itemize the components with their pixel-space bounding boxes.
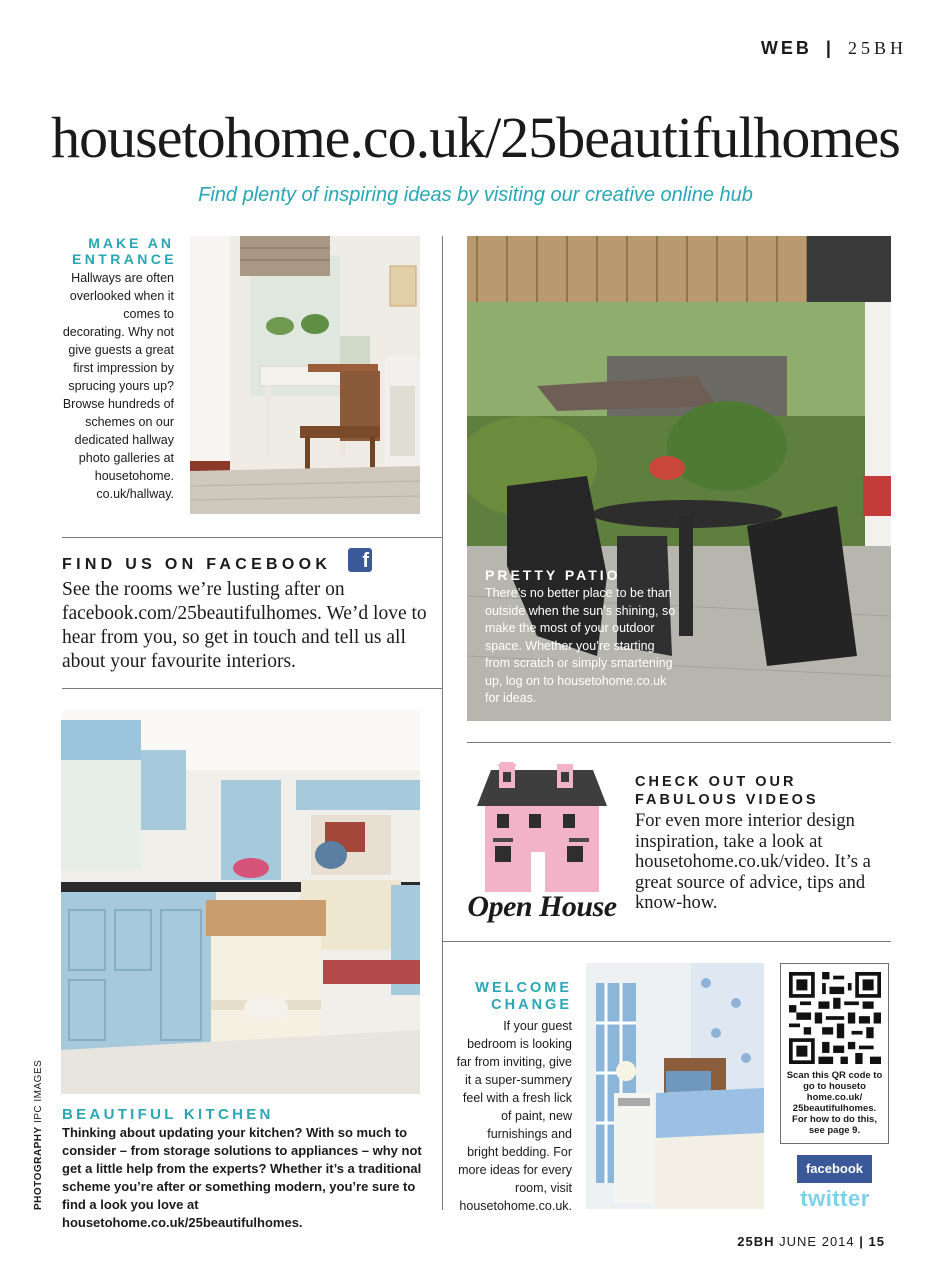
kitchen-body: Thinking about updating your kitchen? With so much to consider – from storage solutions to appliances – why not get a little help from the experts? Whether it’s a traditional scheme you’re after or something modern, you’re sure to find a look you love at housetohome.co.uk/25beautifulhomes. <box>62 1125 422 1230</box>
photo-credit-source: IPC IMAGES <box>33 1059 44 1124</box>
photo-credit <box>33 1060 44 1210</box>
videos-heading-line1: CHECK OUT OUR <box>635 774 797 790</box>
photo-credit-label: PHOTOGRAPHY <box>33 1126 44 1210</box>
patio-body: There’s no better place to be than outside when the sun’s shining, so make the most of your outdoor space. Whether you’re starting from scratch or simply smartening up, log on to housetohome.co.uk for ideas. <box>485 586 676 705</box>
open-house-logo[interactable] <box>467 762 617 934</box>
entrance-body: Hallways are often overlooked when it comes to decorating. Why not give guests a great first impression by sprucing yours up? Browse hundreds of schemes on our dedicated hallway photo galleries at housetohome. co.uk/hallway. <box>62 271 174 501</box>
videos-body: For even more interior design inspiration, take a look at housetohome.co.uk/video. It’s a great source of advice, tips and know-how. <box>635 811 871 913</box>
patio-heading: PRETTY PATIO <box>485 567 621 583</box>
entrance-heading-line1: MAKE AN <box>88 235 174 251</box>
footer-date: JUNE 2014 <box>779 1234 855 1249</box>
qr-code <box>789 972 881 1064</box>
kitchen-photo <box>61 710 420 1094</box>
qr-caption: Scan this QR code to go to houseto home.co.uk/ 25beautifulhomes. For how to do this, see page 9. <box>786 1070 883 1136</box>
facebook-heading: FIND US ON FACEBOOK <box>62 556 332 573</box>
divider-videos-top <box>467 742 891 743</box>
page-number: 15 <box>868 1234 885 1249</box>
welcome-text-block <box>455 980 572 1215</box>
qr-code-box[interactable] <box>780 963 889 1144</box>
header-separator: | <box>825 38 834 58</box>
facebook-badge[interactable] <box>797 1155 872 1183</box>
divider-videos-bottom <box>443 941 891 942</box>
hallway-photo <box>190 236 420 514</box>
page-title: housetohome.co.uk/25beautifulhomes <box>51 105 900 170</box>
section-label: WEB <box>760 38 812 58</box>
facebook-icon[interactable] <box>348 548 372 572</box>
welcome-heading-line2: CHANGE <box>491 997 572 1013</box>
twitter-badge-label: twitter <box>800 1186 870 1211</box>
page-footer <box>737 1234 885 1249</box>
header-brand: 25BH <box>847 38 907 58</box>
divider-center-vertical <box>442 236 443 1210</box>
twitter-badge[interactable] <box>790 1186 880 1212</box>
facebook-body: See the rooms we’re lusting after on facebook.com/25beautifulhomes. We’d love to hear from you, so get in touch and tell us all about your favourite interiors. <box>62 579 427 672</box>
patio-photo <box>467 236 891 721</box>
page-subtitle: Find plenty of inspiring ideas by visiting our creative online hub <box>198 184 753 206</box>
entrance-text-block <box>60 235 177 503</box>
facebook-heading-row <box>62 548 442 576</box>
section-header <box>761 38 907 59</box>
videos-heading-line2: FABULOUS VIDEOS <box>635 792 819 808</box>
entrance-heading-line2: ENTRANCE <box>72 251 177 267</box>
welcome-body: If your guest bedroom is looking far from inviting, give it a super-summery feel with a fresh lick of paint, new furnishings and bright bedding. For more ideas for every room, visit housetohome.co.uk. <box>456 1019 572 1213</box>
welcome-heading-line1: WELCOME <box>475 980 572 996</box>
footer-brand: 25BH <box>737 1234 775 1249</box>
bedroom-photo <box>586 963 764 1209</box>
kitchen-heading: BEAUTIFUL KITCHEN <box>62 1106 274 1123</box>
open-house-logo-text: Open House <box>467 890 617 923</box>
facebook-badge-label: facebook <box>805 1161 864 1176</box>
footer-separator: | <box>859 1234 864 1249</box>
facebook-icon-letter: f <box>362 550 369 572</box>
divider-facebook-top <box>62 537 442 538</box>
videos-text-block <box>635 773 885 914</box>
divider-facebook-bottom <box>62 688 442 689</box>
